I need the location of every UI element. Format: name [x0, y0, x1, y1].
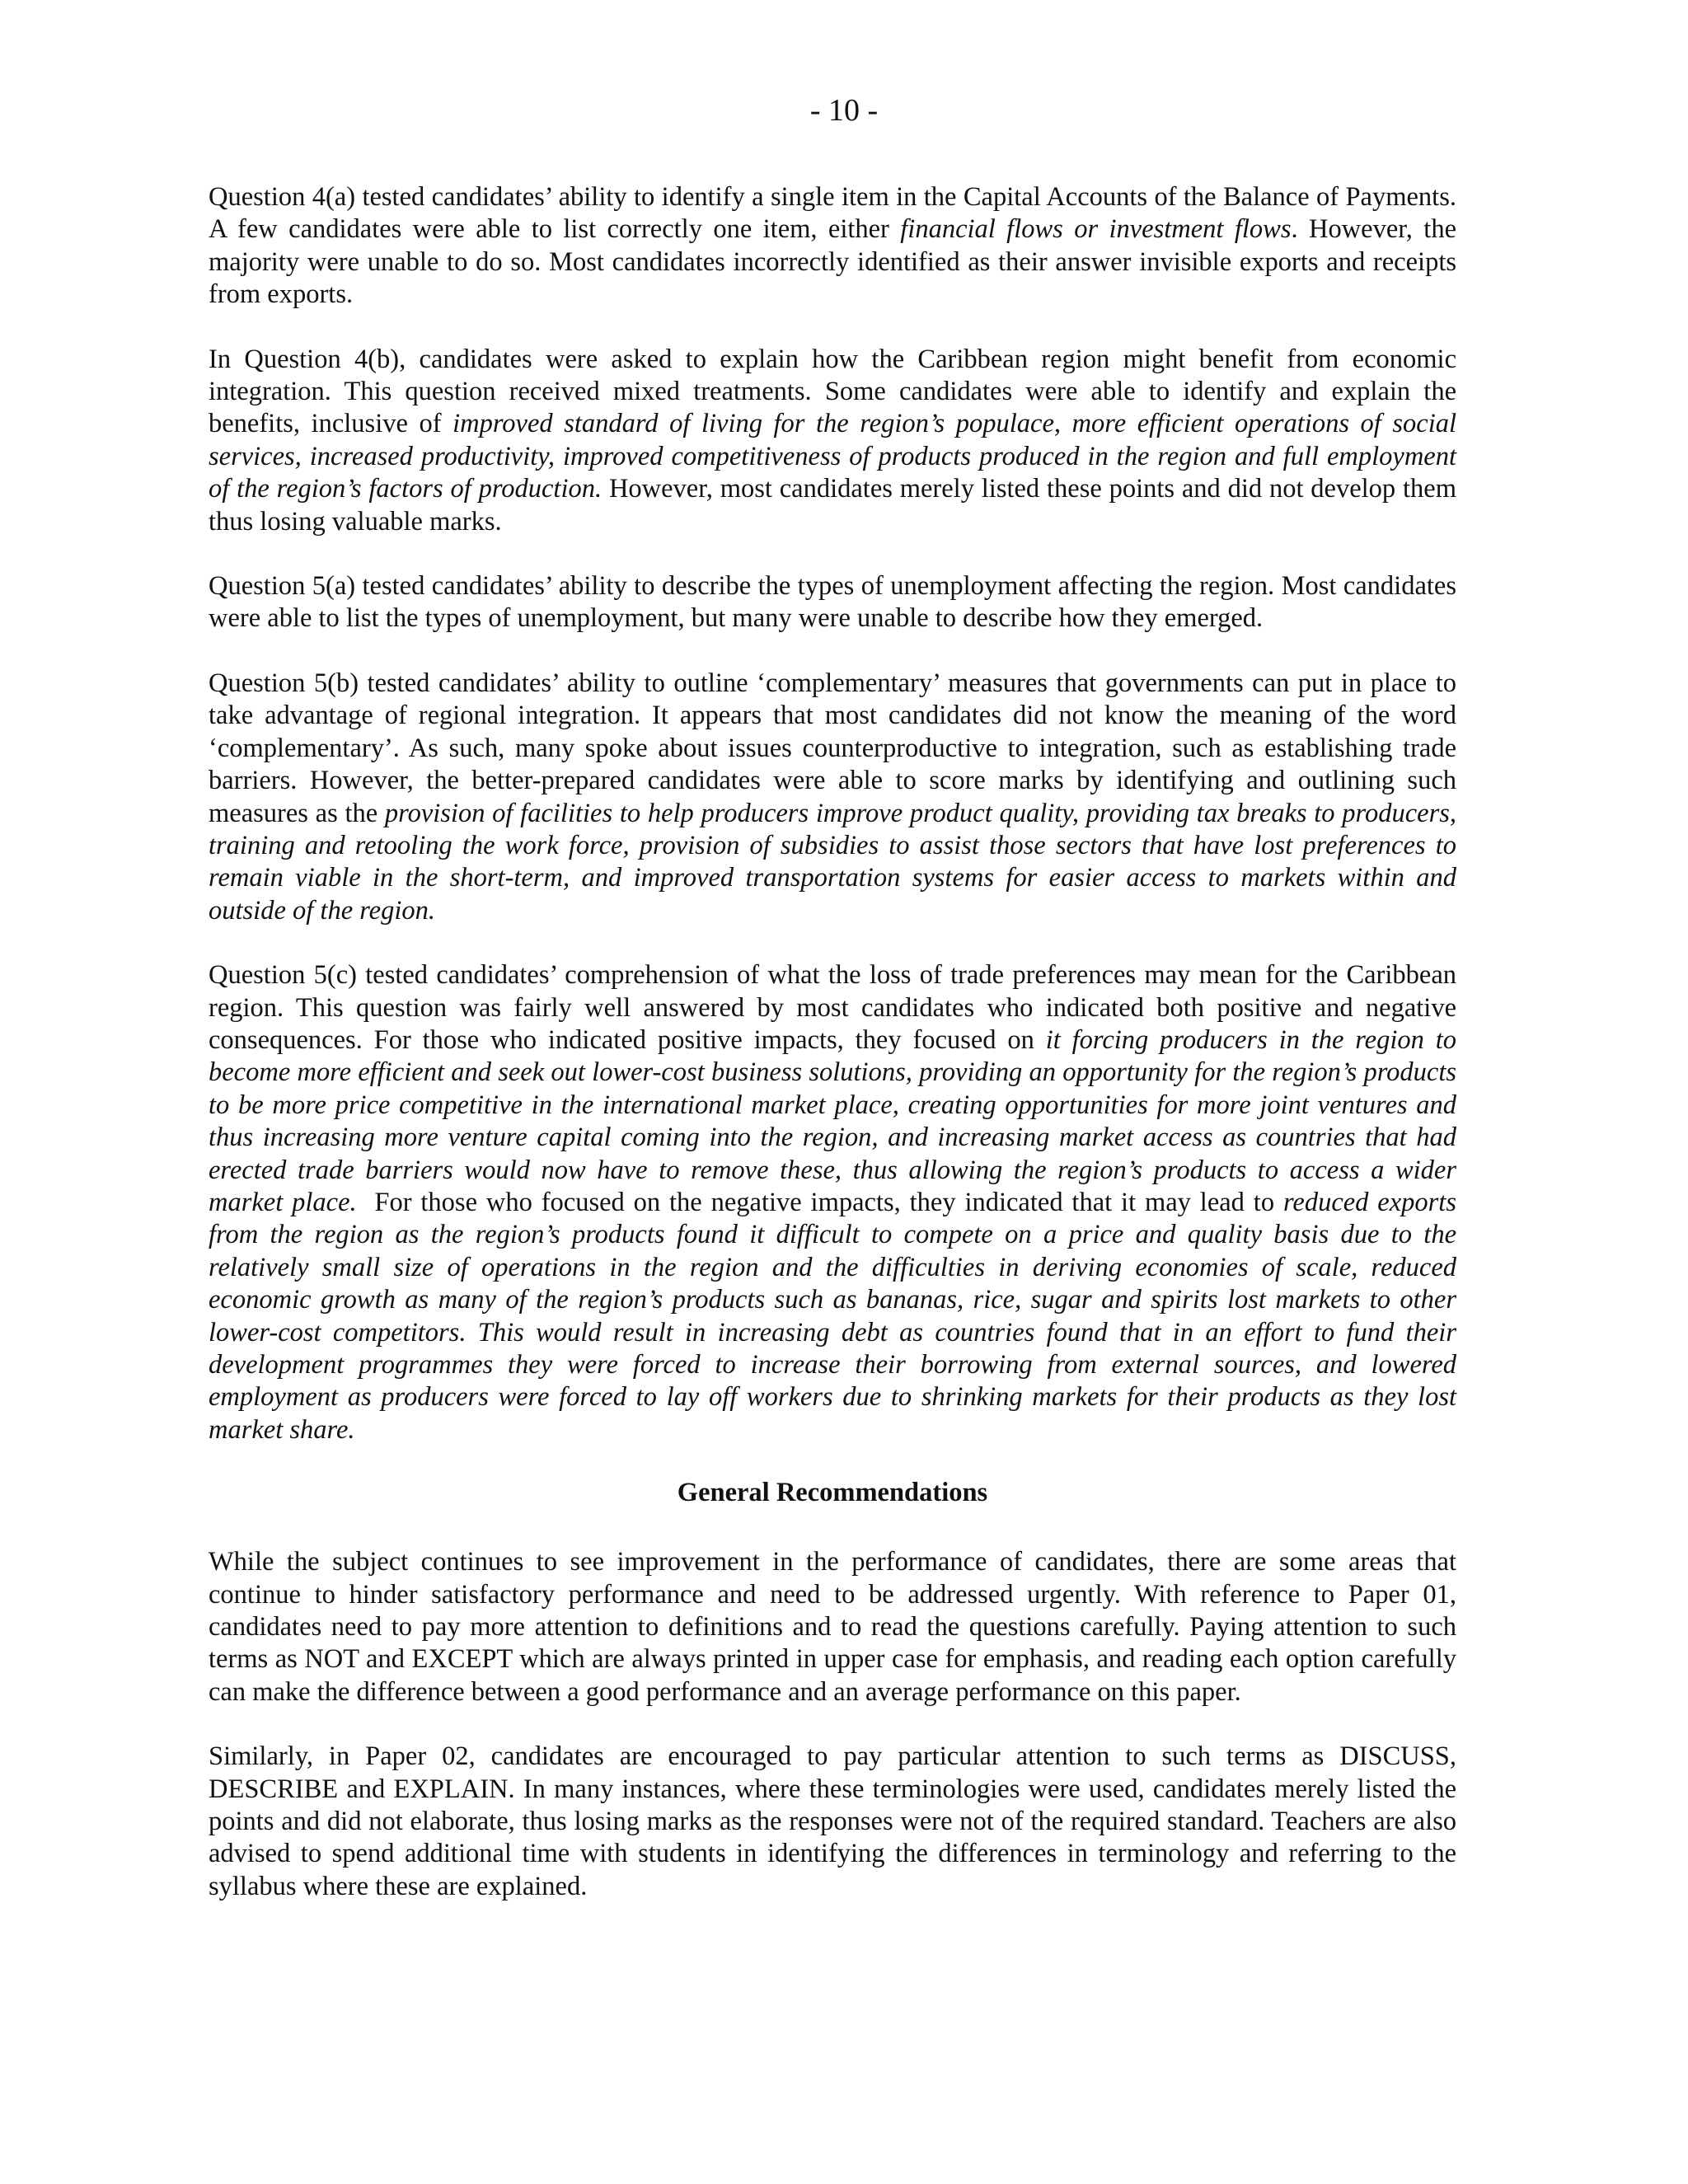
paragraph-text: Question 4(a) tested candidates’ ability to identify a single item in the Capital Accounts of the Balance of Payments. A few candidates were able to list correctly one item, either: [209, 182, 1456, 245]
paragraph-text: In Question 4(b), candidates were asked to explain how the Caribbean region might benefit from economic integration. This question received mixed treatments. Some candidates were able to identify and explain the benefits, inclusive of: [209, 344, 1456, 439]
paragraph-question-5a: [209, 570, 1456, 635]
paragraph-recommendation-paper-01: While the subject continues to see improvement in the performance of candidates, there are some areas that continue to hinder satisfactory performance and need to be addressed urgently. With reference to Paper 01, candidates need to pay more attention to definitions and to read the questions carefully. Paying attention to such terms as NOT and EXCEPT which are always printed in upper case for emphasis, and reading each option carefully can make the difference between a good performance and an average performance on this paper.: [209, 1547, 1456, 1707]
paragraph-italic-text: it forcing producers in the region to become more efficient and seek out lower-cost business solutions, providing an opportunity for the region’s products to be more price competitive in the international market place, creating opportunities for more joint ventures and thus increasing more venture capital coming into the region, and increasing market access as countries that had erected trade barriers would now have to remove these, thus allowing the region’s products to access a wider market place.: [209, 1024, 1457, 1217]
paragraph-question-5c: [209, 959, 1456, 1446]
paragraph-question-4a: [209, 181, 1456, 312]
paragraph-italic-text: provision of facilities to help producers improve product quality, providing tax breaks to producers, training and retooling the work force, provision of subsidies to assist those sectors that have lost preferences to remain viable in the short-term, and improved transportation systems for easier access to markets within and outside of the region.: [209, 798, 1456, 926]
paragraph-text: For those who focused on the negative impacts, they indicated that it may lead to: [356, 1187, 1283, 1217]
paragraph-text: However, most candidates merely listed these points and did not develop them thus losing valuable marks.: [209, 474, 1456, 537]
paragraph-italic-text: financial flows or investment flows: [900, 214, 1292, 245]
paragraph-italic-text: reduced exports from the region as the region’s products found it difficult to compete on a price and quality basis due to the relatively small size of operations in the region and the difficulties in deriving economies of scale, reduced economic growth as many of the region’s products such as bananas, rice, sugar and spirits lost markets to other lower-cost competitors. This would result in increasing debt as countries found that in an effort to fund their development programmes they were forced to increase their borrowing from external sources, and lowered employment as producers were forced to lay off workers due to shrinking markets for their products as they lost market share.: [209, 1187, 1456, 1445]
paragraph-text: . However, the majority were unable to do so. Most candidates incorrectly identified as their answer invisible exports and receipts from exports.: [209, 214, 1456, 310]
document-body: [209, 181, 1456, 1935]
paragraph-text: Question 5(a) tested candidates’ ability to describe the types of unemployment affecting the region. Most candidates were able to list the types of unemployment, but many were unable to describe how they emerged.: [209, 571, 1456, 634]
paragraph-italic-text: improved standard of living for the region’s populace, more efficient operations of social services, increased productivity, improved competitiveness of products produced in the region and full employment of the region’s factors of production.: [209, 409, 1456, 504]
section-heading: General Recommendations: [677, 1478, 988, 1508]
paragraph-text: Question 5(c) tested candidates’ comprehension of what the loss of trade preferences may mean for the Caribbean region. This question was fairly well answered by most candidates who indicated both positive and negative consequences. For those who indicated positive impacts, they focused on: [209, 960, 1456, 1055]
page-number: - 10 -: [809, 93, 879, 128]
paragraph-text: Question 5(b) tested candidates’ ability to outline ‘complementary’ measures that governments can put in place to take advantage of regional integration. It appears that most candidates did not know the meaning of the word ‘complementary’. As such, many spoke about issues counterproductive to integration, such as establishing trade barriers. However, the better-prepared candidates were able to score marks by identifying and outlining such measures as the: [209, 668, 1456, 828]
paragraph-question-4b: [209, 344, 1456, 538]
paragraph-question-5b: [209, 668, 1456, 927]
paragraph-recommendation-paper-02: Similarly, in Paper 02, candidates are encouraged to pay particular attention to such terms as DISCUSS, DESCRIBE and EXPLAIN. In many instances, where these terminologies were used, candidates merely listed the points and did not elaborate, thus losing marks as the responses were not of the required standard. Teachers are also advised to spend additional time with students in identifying the differences in terminology and referring to the syllabus where these are explained.: [209, 1741, 1456, 1901]
